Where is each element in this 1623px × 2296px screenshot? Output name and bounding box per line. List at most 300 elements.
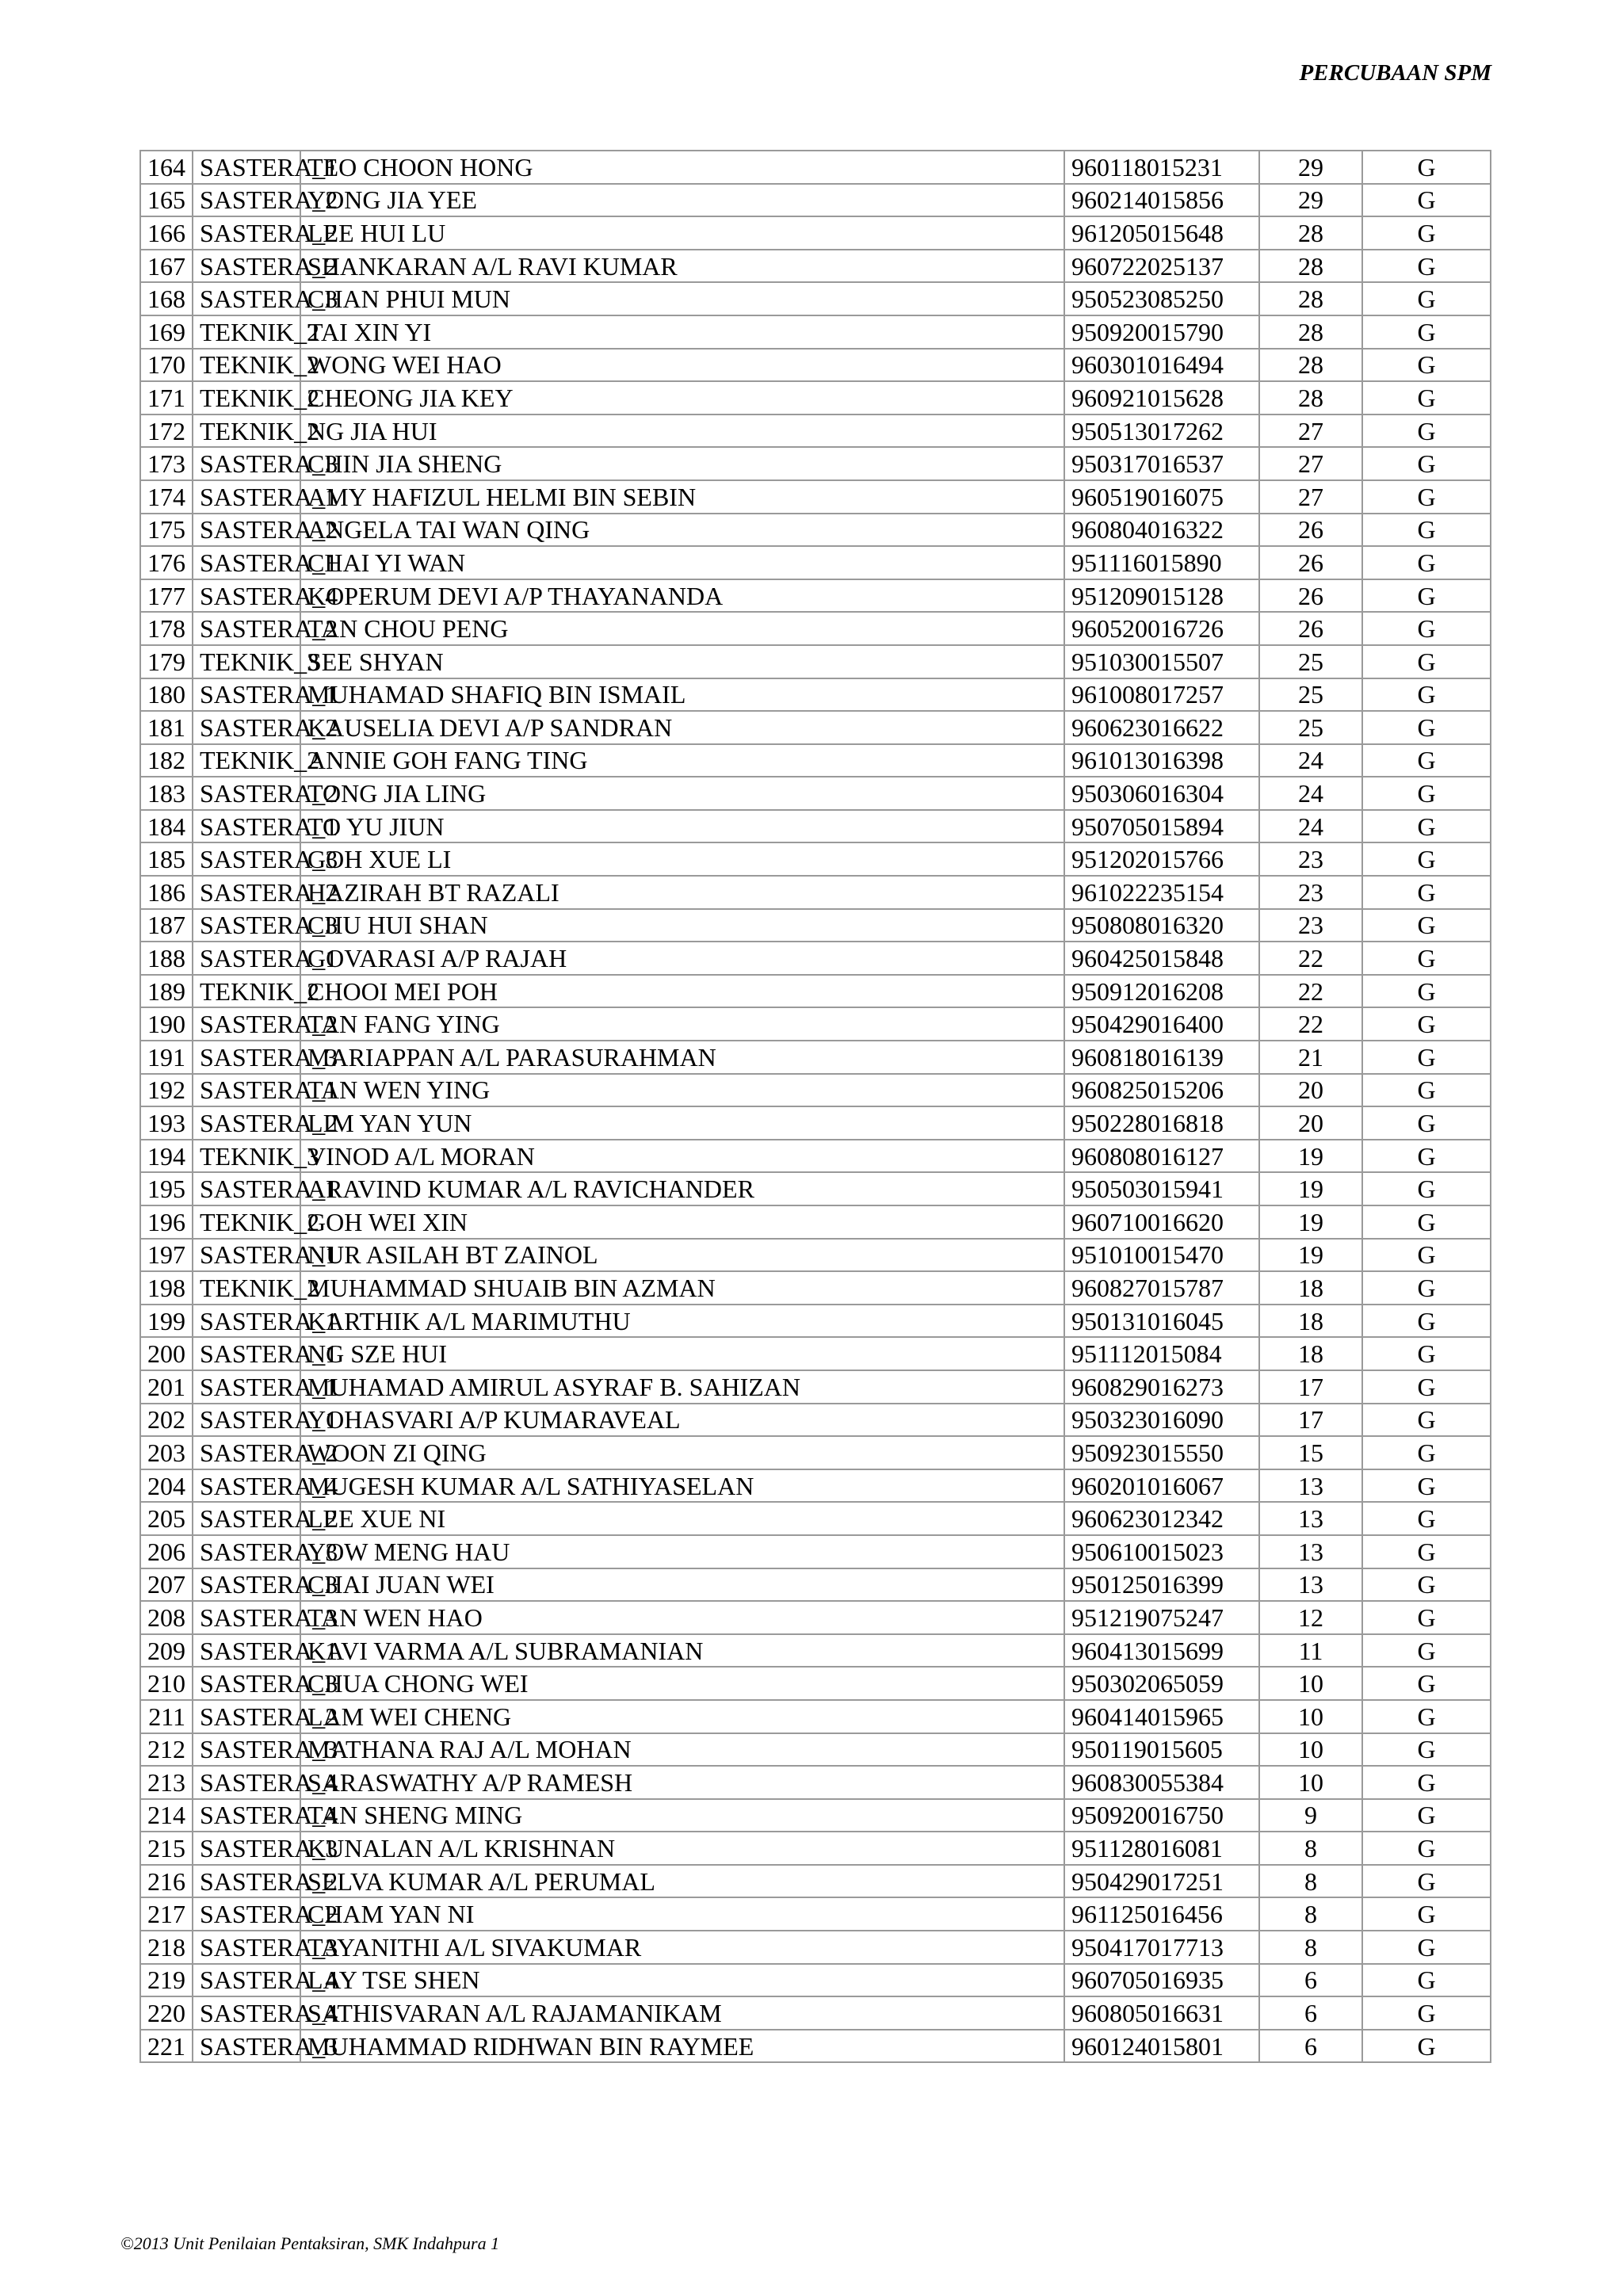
score-cell: 6: [1259, 1964, 1362, 1997]
grade-cell: G: [1362, 1601, 1491, 1634]
row-number-cell: 196: [140, 1205, 193, 1239]
grade-cell: G: [1362, 184, 1491, 217]
class-cell: SASTERA_1: [193, 1305, 300, 1338]
row-number-cell: 209: [140, 1634, 193, 1668]
table-row: [140, 514, 1491, 547]
student-name-cell: MUHAMAD SHAFIQ BIN ISMAIL: [300, 678, 1064, 712]
ic-number-cell: 950503015941: [1064, 1172, 1259, 1205]
class-cell: SASTERA_1: [193, 1239, 300, 1272]
ic-number-cell: 950920016750: [1064, 1799, 1259, 1832]
score-cell: 10: [1259, 1700, 1362, 1733]
class-cell: SASTERA_4: [193, 1469, 300, 1503]
table-row: [140, 876, 1491, 909]
student-name-cell: VINOD A/L MORAN: [300, 1140, 1064, 1173]
student-name-cell: CHEONG JIA KEY: [300, 381, 1064, 415]
score-cell: 17: [1259, 1370, 1362, 1404]
row-number-cell: 219: [140, 1964, 193, 1997]
score-cell: 10: [1259, 1766, 1362, 1799]
student-name-cell: ARAVIND KUMAR A/L RAVICHANDER: [300, 1172, 1064, 1205]
table-row: [140, 744, 1491, 777]
student-name-cell: NG SZE HUI: [300, 1337, 1064, 1370]
row-number-cell: 204: [140, 1469, 193, 1503]
class-cell: TEKNIK_3: [193, 645, 300, 678]
student-name-cell: LAY TSE SHEN: [300, 1964, 1064, 1997]
table-row: [140, 415, 1491, 448]
grade-cell: G: [1362, 909, 1491, 942]
ic-number-cell: 960301016494: [1064, 349, 1259, 382]
table-row: [140, 1964, 1491, 1997]
grade-cell: G: [1362, 1041, 1491, 1074]
ic-number-cell: 950429016400: [1064, 1007, 1259, 1041]
score-cell: 25: [1259, 711, 1362, 744]
class-cell: SASTERA_3: [193, 1832, 300, 1865]
row-number-cell: 175: [140, 514, 193, 547]
grade-cell: G: [1362, 645, 1491, 678]
class-cell: SASTERA_4: [193, 1996, 300, 2030]
student-name-cell: YONG JIA YEE: [300, 184, 1064, 217]
score-cell: 6: [1259, 1996, 1362, 2030]
ic-number-cell: 950302065059: [1064, 1667, 1259, 1700]
ic-number-cell: 950705015894: [1064, 810, 1259, 843]
grade-cell: G: [1362, 1436, 1491, 1469]
student-name-cell: LIM YAN YUN: [300, 1106, 1064, 1140]
class-cell: SASTERA_4: [193, 1964, 300, 1997]
row-number-cell: 187: [140, 909, 193, 942]
row-number-cell: 183: [140, 777, 193, 810]
grade-cell: G: [1362, 1140, 1491, 1173]
grade-cell: G: [1362, 678, 1491, 712]
footer-copyright: ©2013 Unit Penilaian Pentaksiran, SMK Indahpura 1: [120, 2233, 500, 2253]
ic-number-cell: 950323016090: [1064, 1404, 1259, 1437]
student-name-cell: CHOOI MEI POH: [300, 975, 1064, 1008]
class-cell: SASTERA_3: [193, 909, 300, 942]
class-cell: TEKNIK_2: [193, 381, 300, 415]
grade-cell: G: [1362, 1337, 1491, 1370]
grade-cell: G: [1362, 612, 1491, 645]
table-row: [140, 1535, 1491, 1568]
class-cell: SASTERA_1: [193, 1404, 300, 1437]
class-cell: TEKNIK_2: [193, 415, 300, 448]
ic-number-cell: 960829016273: [1064, 1370, 1259, 1404]
score-cell: 26: [1259, 579, 1362, 613]
table-row: [140, 1634, 1491, 1668]
score-cell: 8: [1259, 1865, 1362, 1898]
score-cell: 27: [1259, 415, 1362, 448]
grade-cell: G: [1362, 1271, 1491, 1305]
row-number-cell: 164: [140, 151, 193, 184]
student-name-cell: TAN SHENG MING: [300, 1799, 1064, 1832]
class-cell: SASTERA_2: [193, 711, 300, 744]
table-row: [140, 1436, 1491, 1469]
score-cell: 24: [1259, 777, 1362, 810]
score-cell: 25: [1259, 645, 1362, 678]
table-row: [140, 1865, 1491, 1898]
grade-cell: G: [1362, 2030, 1491, 2063]
ic-number-cell: 950306016304: [1064, 777, 1259, 810]
ic-number-cell: 950808016320: [1064, 909, 1259, 942]
student-name-cell: NUR ASILAH BT ZAINOL: [300, 1239, 1064, 1272]
table-row: [140, 942, 1491, 975]
grade-cell: G: [1362, 514, 1491, 547]
grade-cell: G: [1362, 1766, 1491, 1799]
ic-number-cell: 960520016726: [1064, 612, 1259, 645]
row-number-cell: 193: [140, 1106, 193, 1140]
score-cell: 28: [1259, 250, 1362, 283]
ic-number-cell: 951202015766: [1064, 842, 1259, 876]
grade-cell: G: [1362, 1305, 1491, 1338]
ic-number-cell: 951219075247: [1064, 1601, 1259, 1634]
student-name-cell: KAUSELIA DEVI A/P SANDRAN: [300, 711, 1064, 744]
student-name-cell: MUHAMMAD RIDHWAN BIN RAYMEE: [300, 2030, 1064, 2063]
class-cell: TEKNIK_2: [193, 975, 300, 1008]
class-cell: SASTERA_3: [193, 842, 300, 876]
ic-number-cell: 950923015550: [1064, 1436, 1259, 1469]
class-cell: SASTERA_1: [193, 1172, 300, 1205]
grade-cell: G: [1362, 1832, 1491, 1865]
row-number-cell: 206: [140, 1535, 193, 1568]
score-cell: 28: [1259, 315, 1362, 349]
table-row: [140, 645, 1491, 678]
score-cell: 8: [1259, 1832, 1362, 1865]
row-number-cell: 214: [140, 1799, 193, 1832]
ic-number-cell: 960414015965: [1064, 1700, 1259, 1733]
row-number-cell: 169: [140, 315, 193, 349]
row-number-cell: 172: [140, 415, 193, 448]
grade-cell: G: [1362, 216, 1491, 250]
score-cell: 22: [1259, 975, 1362, 1008]
ic-number-cell: 960710016620: [1064, 1205, 1259, 1239]
table-row: [140, 777, 1491, 810]
grade-cell: G: [1362, 1205, 1491, 1239]
table-row: [140, 678, 1491, 712]
student-name-cell: TAN WEN HAO: [300, 1601, 1064, 1634]
student-name-cell: WONG WEI HAO: [300, 349, 1064, 382]
class-cell: TEKNIK_2: [193, 1205, 300, 1239]
class-cell: SASTERA_3: [193, 1601, 300, 1634]
row-number-cell: 207: [140, 1568, 193, 1602]
row-number-cell: 218: [140, 1931, 193, 1964]
student-name-cell: TAYANITHI A/L SIVAKUMAR: [300, 1931, 1064, 1964]
student-name-cell: TAN WEN YING: [300, 1074, 1064, 1107]
student-name-cell: LAM WEI CHENG: [300, 1700, 1064, 1733]
score-cell: 11: [1259, 1634, 1362, 1668]
student-name-cell: KOPERUM DEVI A/P THAYANANDA: [300, 579, 1064, 613]
score-cell: 29: [1259, 184, 1362, 217]
class-cell: SASTERA_3: [193, 1667, 300, 1700]
ic-number-cell: 960705016935: [1064, 1964, 1259, 1997]
ic-number-cell: 951030015507: [1064, 645, 1259, 678]
ic-number-cell: 950119015605: [1064, 1733, 1259, 1767]
grade-cell: G: [1362, 579, 1491, 613]
class-cell: SASTERA_3: [193, 1535, 300, 1568]
student-name-cell: CHUA CHONG WEI: [300, 1667, 1064, 1700]
student-name-cell: HAZIRAH BT RAZALI: [300, 876, 1064, 909]
row-number-cell: 165: [140, 184, 193, 217]
grade-cell: G: [1362, 1634, 1491, 1668]
table-row: [140, 349, 1491, 382]
class-cell: SASTERA_1: [193, 810, 300, 843]
class-cell: SASTERA_2: [193, 1502, 300, 1535]
table-row: [140, 1205, 1491, 1239]
class-cell: SASTERA_2: [193, 514, 300, 547]
table-row: [140, 447, 1491, 480]
student-name-cell: CHAI JUAN WEI: [300, 1568, 1064, 1602]
score-cell: 22: [1259, 942, 1362, 975]
grade-cell: G: [1362, 744, 1491, 777]
table-row: [140, 315, 1491, 349]
grade-cell: G: [1362, 1733, 1491, 1767]
grade-cell: G: [1362, 381, 1491, 415]
class-cell: SASTERA_3: [193, 1041, 300, 1074]
student-name-cell: TAI XIN YI: [300, 315, 1064, 349]
table-row: [140, 1897, 1491, 1931]
row-number-cell: 213: [140, 1766, 193, 1799]
class-cell: SASTERA_3: [193, 1733, 300, 1767]
table-row: [140, 1239, 1491, 1272]
row-number-cell: 215: [140, 1832, 193, 1865]
grade-cell: G: [1362, 777, 1491, 810]
class-cell: SASTERA_4: [193, 1799, 300, 1832]
row-number-cell: 167: [140, 250, 193, 283]
grade-cell: G: [1362, 315, 1491, 349]
student-name-cell: SHANKARAN A/L RAVI KUMAR: [300, 250, 1064, 283]
student-name-cell: GOH WEI XIN: [300, 1205, 1064, 1239]
table-row: [140, 1766, 1491, 1799]
class-cell: SASTERA_2: [193, 777, 300, 810]
grade-cell: G: [1362, 1172, 1491, 1205]
row-number-cell: 173: [140, 447, 193, 480]
table-row: [140, 1469, 1491, 1503]
student-name-cell: KUNALAN A/L KRISHNAN: [300, 1832, 1064, 1865]
score-cell: 19: [1259, 1140, 1362, 1173]
class-cell: SASTERA_2: [193, 876, 300, 909]
class-cell: SASTERA_1: [193, 1337, 300, 1370]
row-number-cell: 181: [140, 711, 193, 744]
class-cell: SASTERA_3: [193, 1568, 300, 1602]
table-row: [140, 282, 1491, 315]
grade-cell: G: [1362, 480, 1491, 514]
table-row: [140, 612, 1491, 645]
student-name-cell: CHAI YI WAN: [300, 546, 1064, 579]
student-name-cell: MATHANA RAJ A/L MOHAN: [300, 1733, 1064, 1767]
score-cell: 18: [1259, 1337, 1362, 1370]
grade-cell: G: [1362, 1074, 1491, 1107]
ic-number-cell: 950429017251: [1064, 1865, 1259, 1898]
row-number-cell: 176: [140, 546, 193, 579]
student-name-cell: LEE HUI LU: [300, 216, 1064, 250]
row-number-cell: 203: [140, 1436, 193, 1469]
class-cell: SASTERA_2: [193, 216, 300, 250]
student-name-cell: TAN FANG YING: [300, 1007, 1064, 1041]
score-cell: 26: [1259, 546, 1362, 579]
score-cell: 23: [1259, 842, 1362, 876]
row-number-cell: 168: [140, 282, 193, 315]
student-name-cell: TO YU JIUN: [300, 810, 1064, 843]
score-cell: 15: [1259, 1436, 1362, 1469]
ic-number-cell: 950610015023: [1064, 1535, 1259, 1568]
row-number-cell: 192: [140, 1074, 193, 1107]
ic-number-cell: 960623012342: [1064, 1502, 1259, 1535]
ic-number-cell: 951116015890: [1064, 546, 1259, 579]
page-header-title: PERCUBAAN SPM: [1299, 60, 1491, 86]
ic-number-cell: 960804016322: [1064, 514, 1259, 547]
table-row: [140, 184, 1491, 217]
class-cell: SASTERA_1: [193, 1634, 300, 1668]
row-number-cell: 170: [140, 349, 193, 382]
grade-cell: G: [1362, 842, 1491, 876]
row-number-cell: 208: [140, 1601, 193, 1634]
table-row: [140, 1271, 1491, 1305]
class-cell: SASTERA_2: [193, 1106, 300, 1140]
grade-cell: G: [1362, 1700, 1491, 1733]
table-row: [140, 1832, 1491, 1865]
table-row: [140, 1996, 1491, 2030]
ic-number-cell: 961013016398: [1064, 744, 1259, 777]
ic-number-cell: 961022235154: [1064, 876, 1259, 909]
grade-cell: G: [1362, 349, 1491, 382]
table-row: [140, 1404, 1491, 1437]
student-name-cell: SEE SHYAN: [300, 645, 1064, 678]
table-row: [140, 1733, 1491, 1767]
row-number-cell: 166: [140, 216, 193, 250]
ic-number-cell: 960722025137: [1064, 250, 1259, 283]
class-cell: SASTERA_4: [193, 1766, 300, 1799]
row-number-cell: 200: [140, 1337, 193, 1370]
table-row: [140, 975, 1491, 1008]
student-name-cell: ANGELA TAI WAN QING: [300, 514, 1064, 547]
score-cell: 9: [1259, 1799, 1362, 1832]
class-cell: SASTERA_3: [193, 447, 300, 480]
row-number-cell: 185: [140, 842, 193, 876]
score-cell: 28: [1259, 349, 1362, 382]
ic-number-cell: 960124015801: [1064, 2030, 1259, 2063]
class-cell: SASTERA_2: [193, 612, 300, 645]
score-cell: 19: [1259, 1239, 1362, 1272]
ic-number-cell: 950417017713: [1064, 1931, 1259, 1964]
student-name-cell: YOHASVARI A/P KUMARAVEAL: [300, 1404, 1064, 1437]
student-name-cell: CHU HUI SHAN: [300, 909, 1064, 942]
student-name-cell: MUGESH KUMAR A/L SATHIYASELAN: [300, 1469, 1064, 1503]
score-cell: 13: [1259, 1502, 1362, 1535]
class-cell: SASTERA_2: [193, 1865, 300, 1898]
student-name-cell: CHIN JIA SHENG: [300, 447, 1064, 480]
grade-cell: G: [1362, 415, 1491, 448]
ic-number-cell: 950228016818: [1064, 1106, 1259, 1140]
student-name-cell: TONG JIA LING: [300, 777, 1064, 810]
table-row: [140, 1502, 1491, 1535]
score-cell: 28: [1259, 282, 1362, 315]
table-row: [140, 151, 1491, 184]
ic-number-cell: 960818016139: [1064, 1041, 1259, 1074]
row-number-cell: 195: [140, 1172, 193, 1205]
ic-number-cell: 960623016622: [1064, 711, 1259, 744]
score-cell: 19: [1259, 1172, 1362, 1205]
student-name-cell: YOW MENG HAU: [300, 1535, 1064, 1568]
class-cell: SASTERA_3: [193, 282, 300, 315]
score-cell: 18: [1259, 1305, 1362, 1338]
row-number-cell: 194: [140, 1140, 193, 1173]
table-row: [140, 1140, 1491, 1173]
class-cell: TEKNIK_2: [193, 744, 300, 777]
table-row: [140, 216, 1491, 250]
ic-number-cell: 951010015470: [1064, 1239, 1259, 1272]
grade-cell: G: [1362, 1007, 1491, 1041]
score-cell: 12: [1259, 1601, 1362, 1634]
table-row: [140, 711, 1491, 744]
row-number-cell: 220: [140, 1996, 193, 2030]
grade-cell: G: [1362, 942, 1491, 975]
table-row: [140, 1074, 1491, 1107]
class-cell: SASTERA_1: [193, 1074, 300, 1107]
class-cell: SASTERA_1: [193, 942, 300, 975]
ic-number-cell: 960830055384: [1064, 1766, 1259, 1799]
score-cell: 28: [1259, 216, 1362, 250]
class-cell: SASTERA_2: [193, 1897, 300, 1931]
score-cell: 18: [1259, 1271, 1362, 1305]
grade-cell: G: [1362, 1370, 1491, 1404]
table-row: [140, 909, 1491, 942]
grade-cell: G: [1362, 546, 1491, 579]
class-cell: TEKNIK_2: [193, 349, 300, 382]
table-row: [140, 1305, 1491, 1338]
ic-number-cell: 960825015206: [1064, 1074, 1259, 1107]
ic-number-cell: 960214015856: [1064, 184, 1259, 217]
ic-number-cell: 960805016631: [1064, 1996, 1259, 2030]
grade-cell: G: [1362, 1106, 1491, 1140]
table-row: [140, 842, 1491, 876]
grade-cell: G: [1362, 1667, 1491, 1700]
grade-cell: G: [1362, 1865, 1491, 1898]
row-number-cell: 188: [140, 942, 193, 975]
grade-cell: G: [1362, 282, 1491, 315]
row-number-cell: 191: [140, 1041, 193, 1074]
class-cell: SASTERA_2: [193, 250, 300, 283]
row-number-cell: 217: [140, 1897, 193, 1931]
ic-number-cell: 950912016208: [1064, 975, 1259, 1008]
table-row: [140, 1601, 1491, 1634]
ic-number-cell: 960118015231: [1064, 151, 1259, 184]
row-number-cell: 189: [140, 975, 193, 1008]
class-cell: SASTERA_2: [193, 1700, 300, 1733]
score-cell: 26: [1259, 612, 1362, 645]
score-cell: 8: [1259, 1897, 1362, 1931]
class-cell: SASTERA_3: [193, 1931, 300, 1964]
score-cell: 13: [1259, 1535, 1362, 1568]
grade-cell: G: [1362, 1535, 1491, 1568]
ic-number-cell: 950920015790: [1064, 315, 1259, 349]
row-number-cell: 198: [140, 1271, 193, 1305]
row-number-cell: 197: [140, 1239, 193, 1272]
score-cell: 6: [1259, 2030, 1362, 2063]
row-number-cell: 179: [140, 645, 193, 678]
grade-cell: G: [1362, 810, 1491, 843]
table-row: [140, 579, 1491, 613]
table-row: [140, 1106, 1491, 1140]
score-cell: 22: [1259, 1007, 1362, 1041]
class-cell: SASTERA_1: [193, 1370, 300, 1404]
score-cell: 27: [1259, 447, 1362, 480]
student-name-cell: ANNIE GOH FANG TING: [300, 744, 1064, 777]
student-name-cell: CHAM YAN NI: [300, 1897, 1064, 1931]
class-cell: SASTERA_4: [193, 579, 300, 613]
grade-cell: G: [1362, 1964, 1491, 1997]
row-number-cell: 182: [140, 744, 193, 777]
student-name-cell: KARTHIK A/L MARIMUTHU: [300, 1305, 1064, 1338]
class-cell: SASTERA_2: [193, 1007, 300, 1041]
grade-cell: G: [1362, 876, 1491, 909]
score-cell: 26: [1259, 514, 1362, 547]
ic-number-cell: 951112015084: [1064, 1337, 1259, 1370]
